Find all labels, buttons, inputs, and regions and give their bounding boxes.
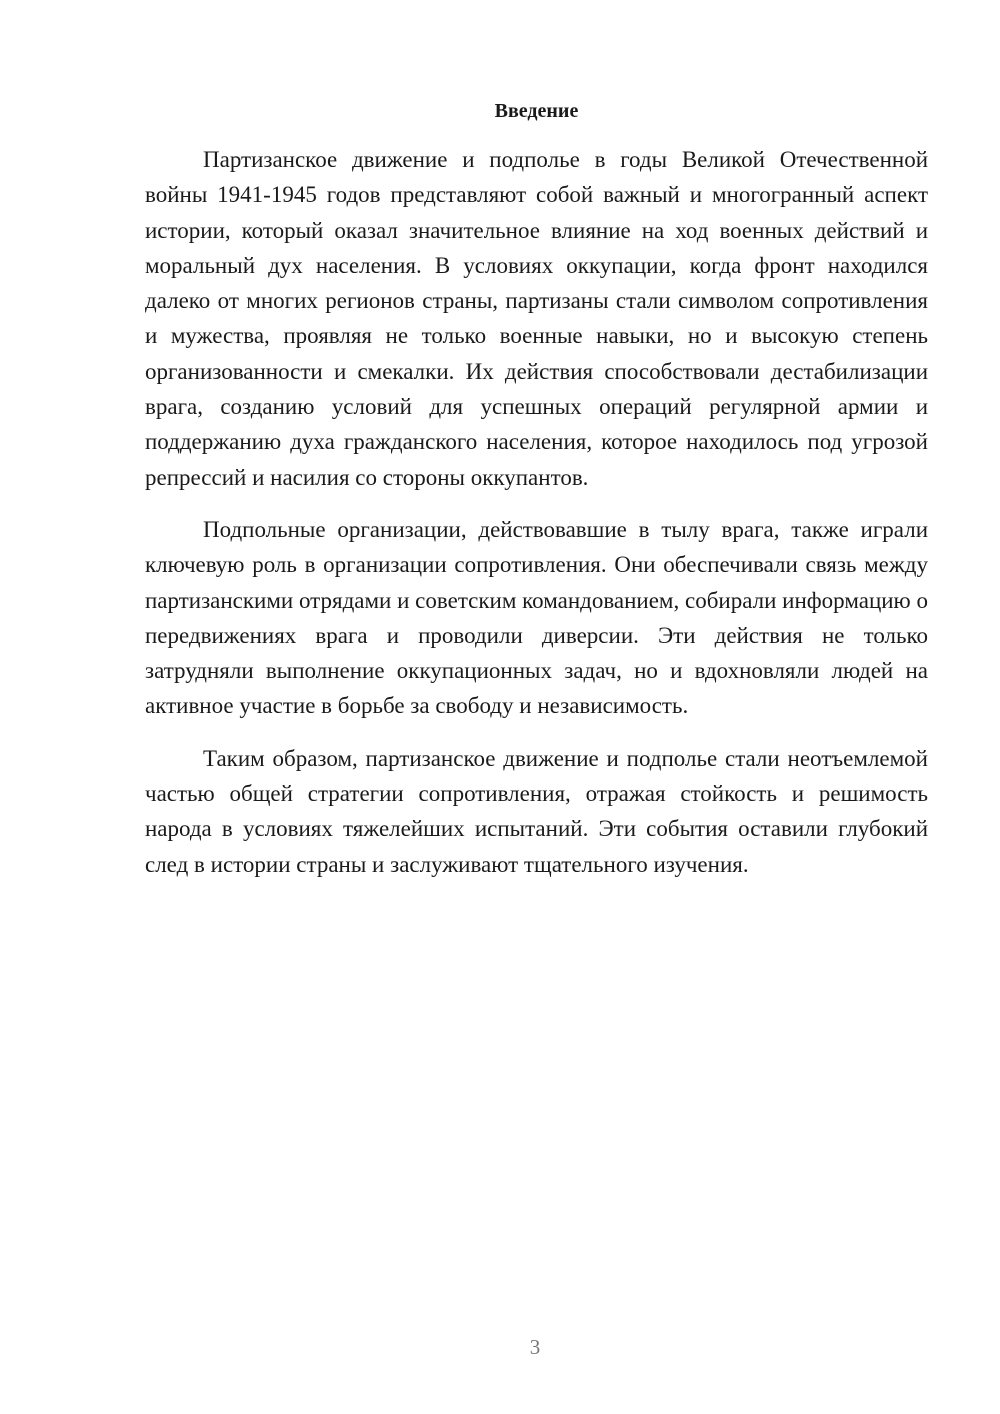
- section-heading: Введение: [494, 100, 579, 122]
- body-text: [145, 142, 928, 899]
- page-number: 3: [529, 1335, 541, 1359]
- paragraph-1: Партизанское движение и подполье в годы Великой Отечественной войны 1941-1945 годов представляют собой важный и многогранный аспект истории, который оказал значительное влияние на ход военных действий и моральный дух населения. В условиях оккупации, когда фронт находился далеко от многих регионов страны, партизаны стали символом сопротивления и мужества, проявляя не только военные навыки, но и высокую степень организованности и смекалки. Их действия способствовали дестабилизации врага, созданию условий для успешных операций регулярной армии и поддержанию духа гражданского населения, которое находилось под угрозой репрессий и насилия со стороны оккупантов.: [145, 147, 928, 490]
- paragraph-2: Подпольные организации, действовавшие в тылу врага, также играли ключевую роль в организации сопротивления. Они обеспечивали связь между партизанскими отрядами и советским командованием, собирали информацию о передвижениях врага и проводили диверсии. Эти действия не только затрудняли выполнение оккупационных задач, но и вдохновляли людей на активное участие в борьбе за свободу и независимость.: [145, 516, 928, 719]
- paragraph-3: Таким образом, партизанское движение и подполье стали неотъемлемой частью общей стратегии сопротивления, отражая стойкость и решимость народа в условиях тяжелейших испытаний. Эти события оставили глубокий след в истории страны и заслуживают тщательного изучения.: [145, 745, 928, 877]
